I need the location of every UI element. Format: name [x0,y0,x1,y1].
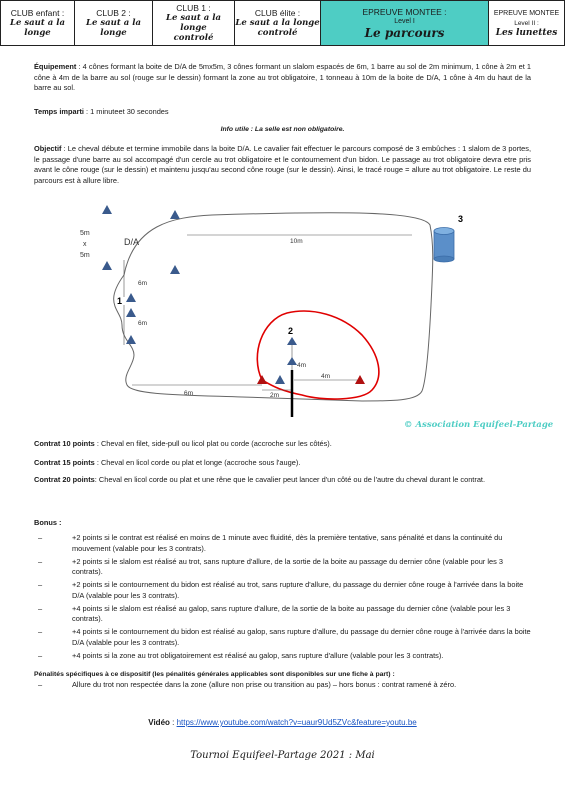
label-10m: 10m [290,238,303,245]
cone-da-bottom-left [102,261,112,270]
course-path [114,213,433,401]
list-item-text: +4 points si le slalom est réalisé au galop, sans rupture d'allure, de la sortie de la boite au passage du dernier cône (valable pour les 3 contrats). [72,603,511,623]
list-item [34,651,534,662]
header-subtitle: Le saut a la longe [235,18,320,28]
header-title: CLUB élite : [254,8,301,18]
cone-slalom-3 [126,335,136,344]
label-x: x [83,241,87,248]
barrel-icon [434,228,454,263]
cone-da-bottom-right [170,265,180,274]
cone-da-top-right [170,210,180,219]
temps-label: Temps imparti [34,107,84,116]
cone-slalom-2 [126,308,136,317]
list-item-text: +4 points si la zone au trot obligatoirement est réalisé au galop, sans rupture d'allure (valable pour les 3 contrats). [72,650,444,660]
list-item-text: +4 points si le contournement du bidon est réalisé au galop, sans rupture d'allure, du passage du dernier cône rouge à l'arrivée dans la boite D/A (valable pour les 3 contrats). [72,627,531,647]
list-item [34,680,534,691]
contrat-label: Contrat 15 points [34,458,95,467]
temps-paragraph [34,107,531,118]
temps-text: : 1 minuteet 30 secondes [83,107,169,116]
list-item [34,604,534,625]
blue-cone-2m [275,375,285,384]
header-subtitle: Le saut a la longe [86,18,141,38]
header-title: CLUB 1 : [176,3,211,13]
header-title: CLUB enfant : [10,8,65,18]
list-dash: – [38,556,43,566]
bonus-list [34,533,534,693]
cone-slalom-1 [126,293,136,302]
header-title: EPREUVE MONTEE : [362,6,447,17]
header-epreuve-level-1 [320,0,488,46]
header-subtitle: Le parcours [364,25,445,40]
header-title: CLUB 2 : [96,8,131,18]
header-subtitle: controlé [257,28,298,38]
objectif-paragraph [34,144,531,186]
header-club-1 [152,0,234,46]
label-obstacle-3: 3 [458,214,464,224]
label-6m-2: 6m [138,320,148,327]
contrat-10-paragraph [34,439,531,450]
label-6m-3: 6m [184,390,194,397]
label-4m-vertical: 4m [297,362,307,369]
header-subtitle: Le saut a la longe [10,18,65,38]
label-6m-1: 6m [138,280,148,287]
list-item-text: +2 points si le contournement du bidon est réalisé au trot, sans rupture d'allure, du passage du dernier cône rouge à l'arrivée dans la boite D/A (valable pour les 3 contrats). [72,580,524,600]
course-diagram-svg [62,205,554,430]
list-item [34,533,534,554]
cone-da-top-left [102,205,112,214]
list-item [34,627,534,648]
list-dash: – [38,650,43,660]
header-level: Level I [394,17,415,25]
list-dash: – [38,533,43,542]
video-sep: : [169,718,177,727]
list-item-text: +2 points si le slalom est réalisé au trot, sans rupture d'allure, de la sortie de la boite au passage du dernier cône (valable pour les 3 contrats). [72,556,503,576]
list-item [34,580,534,601]
video-line [0,718,565,727]
footer-text: Tournoi Equifeel-Partage 2021 : Mai [190,750,375,761]
list-dash: – [38,627,43,636]
label-2m: 2m [270,392,280,399]
contrat-label: Contrat 10 points [34,439,95,448]
list-item-text: +2 points si le contrat est réalisé en moins de 1 minute avec fluidité, dès la première tentative, sans pénalité et dans la continuité du mouvement (valable pour les 3 contrats). [72,533,503,553]
header-subtitle: controlé [173,33,214,43]
label-da: D/A [124,237,140,247]
contrat-15-paragraph [34,458,531,469]
header-bar [0,0,565,46]
equipement-label: Équipement [34,62,77,71]
contrat-text: : Cheval en licol corde ou plat et une rêne que le cavalier peut lancer d'un côté ou de l'autre du cheval durant le contrat. [94,475,486,484]
watermark: © Association Equifeel-Partage [404,420,554,430]
red-cone-2 [355,375,365,384]
contrat-text: : Cheval en filet, side-pull ou licol plat ou corde (accroche sur les côtés). [94,439,332,448]
equipement-text: : 4 cônes formant la boite de D/A de 5mx5m, 3 cônes formant un slalom espacés de 6m, 1 barre au sol de 2m minimum, 1 cône à 2m et 1 cône à 4m de la barre au sol (rouge sur le dessin) formant la zone au trot obligatoire, 1 tonneau à 10m de la boite de D/A, 1 cône à 4m du haut de la barre au sol. [34,62,531,92]
penalites-title: Pénalités spécifiques à ce dispositif (les pénalités générales applicables sont disponibles sur une fiche à part) : [34,670,395,678]
red-cone-1 [257,375,267,384]
equipement-paragraph [34,62,531,94]
header-level: Level II : [514,19,539,27]
header-subtitle: Le saut a la longe [166,13,221,33]
list-dash: – [38,580,43,589]
header-club-2 [74,0,152,46]
list-item-text: Allure du trot non respectée dans la zone (allure non prise ou transition au pas) – hors bonus : contrat ramené à zéro. [72,680,457,689]
cone-circle-lower [287,357,297,365]
cone-circle [287,337,297,345]
video-label: Vidéo [148,718,170,727]
header-title: EPREUVE MONTEE [493,9,560,17]
contrat-label: Contrat 20 points [34,475,95,484]
label-obstacle-2: 2 [288,326,294,336]
video-link[interactable]: https://www.youtube.com/watch?v=uaur9Ud5ZVc&feature=youtu.be [176,718,417,727]
label-5m-top: 5m [80,230,90,237]
bonus-title: Bonus : [34,518,62,527]
list-item [34,557,534,578]
label-obstacle-1: 1 [117,296,123,306]
list-dash: – [38,680,43,689]
list-dash: – [38,603,43,613]
label-5m-bottom: 5m [80,252,90,259]
contrat-text: : Cheval en licol corde ou plat et longe (accroche sous l'auge). [94,458,301,467]
info-utile: Info utile : La selle est non obligatoire. [220,126,345,133]
course-diagram [62,205,554,430]
objectif-text: : Le cheval débute et termine immobile dans la boite D/A. Le cavalier fait effectuer le parcours composé de 3 embûches : 1 slalom de 3 portes, le passage d'une barre au sol accompagé d'un cercle au trot obligatoire et le contournement d'un bidon. Le passage au trot obligatoire devra etre pris avant le cône rouge (sur le dessin) et maintenu jusqu'au second cône rouge (sur le dessin). Ainsi, le tracé rouge = allure au trot obligatoire. Le reste du parcours est à allure libre. [34,144,531,185]
header-club-enfant [0,0,74,46]
contrat-20-paragraph [34,475,531,486]
label-4m-horizontal: 4m [321,373,331,380]
header-subtitle: Les lunettes [495,27,558,38]
objectif-label: Objectif [34,144,62,153]
trot-path [257,311,379,399]
header-club-elite [234,0,320,46]
header-epreuve-level-2 [488,0,565,46]
